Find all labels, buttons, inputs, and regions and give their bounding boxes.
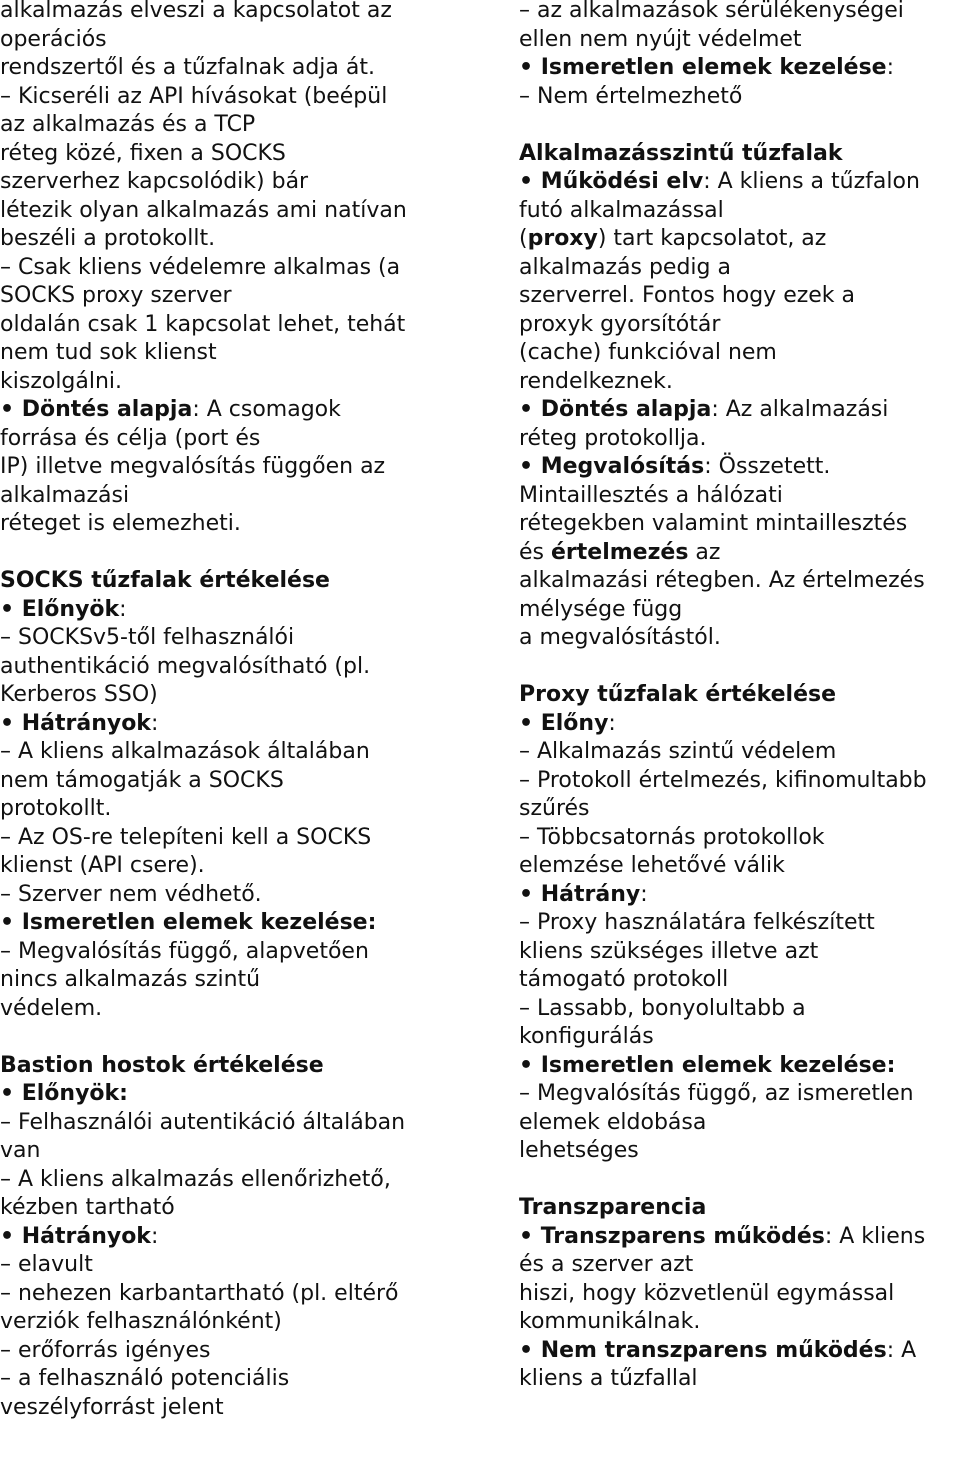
text-line: authentikáció megvalósítható (pl.: [0, 653, 371, 679]
text-line: van: [0, 1138, 41, 1163]
text-fragment: ) tart kapcsolatot, az: [597, 226, 827, 251]
bullet-line: [519, 168, 960, 197]
text-fragment: és: [519, 539, 551, 565]
bullet-line: [0, 909, 470, 938]
text-line: – Felhasználói autentikáció általában: [0, 1109, 406, 1135]
text-line: – A kliens alkalmazás ellenőrizhető,: [0, 1166, 391, 1192]
text-line: – A kliens alkalmazások általában: [0, 739, 370, 764]
text-line: ellen nem nyújt védelmet: [519, 26, 802, 52]
bullet-term: • Döntés alapja: [519, 397, 712, 422]
text-line: rendelkeznek.: [519, 368, 673, 394]
text-line: hiszi, hogy közvetlenül egymással: [519, 1280, 895, 1306]
bullet-text: :: [119, 596, 127, 622]
text-line: IP) illetve megvalósítás függően az: [0, 454, 386, 479]
text-line: – Megvalósítás függő, az ismeretlen: [519, 1081, 914, 1106]
bullet-text: : A: [886, 1337, 917, 1363]
text-line: – erőforrás igényes: [0, 1337, 211, 1363]
bullet-term: • Hátrányok: [0, 710, 151, 736]
bullet-line: [0, 396, 470, 425]
right-column: [519, 0, 960, 1394]
text-line: alkalmazás elveszi a kapcsolatot az: [0, 0, 392, 23]
text-line: rendszertől és a tűzfalnak adja át.: [0, 55, 375, 80]
text-line: elemek eldobása: [519, 1109, 707, 1135]
bullet-term: • Ismeretlen elemek kezelése:: [0, 910, 377, 935]
bullet-term: • Hátrányok: [0, 1223, 151, 1249]
paragraph-gap: [0, 1023, 470, 1052]
text-line: az alkalmazás és a TCP: [0, 112, 256, 137]
text-line: réteg protokollja.: [519, 425, 707, 451]
text-line: alkalmazási: [0, 482, 130, 508]
section-heading: Alkalmazásszintű tűzfalak: [519, 140, 843, 166]
text-line: – Szerver nem védhető.: [0, 881, 262, 907]
bullet-text: :: [640, 881, 648, 907]
bullet-term: • Ismeretlen elemek kezelése: [519, 55, 887, 80]
bullet-term: • Nem transzparens működés: [519, 1337, 887, 1363]
bullet-text: :: [886, 55, 895, 80]
text-line: alkalmazási rétegben. Az értelmezés: [519, 568, 925, 593]
bullet-term: • Működési elv: [519, 169, 704, 194]
bullet-line: [519, 881, 960, 910]
bullet-text: : Összetett.: [704, 454, 831, 479]
text-line: (cache) funkcióval nem: [519, 340, 777, 365]
text-line: – Protokoll értelmezés, kifinomultabb: [519, 767, 927, 793]
text-line: – a felhasználó potenciális: [0, 1366, 290, 1391]
text-line: kliens szükséges illetve azt: [519, 938, 819, 964]
bullet-line: [519, 1223, 960, 1252]
paragraph-gap: [0, 539, 470, 568]
bullet-text: : A csomagok: [192, 397, 341, 422]
text-line: szerverhez kapcsolódik) bár: [0, 169, 309, 194]
text-line: lehetséges: [519, 1138, 639, 1163]
bullet-text: :: [150, 1223, 159, 1249]
text-line: és a szerver azt: [519, 1252, 694, 1277]
bullet-term: • Előnyök:: [0, 1081, 128, 1106]
text-fragment: az: [688, 539, 721, 565]
text-line: verziók felhasználónként): [0, 1309, 282, 1334]
text-line: – Alkalmazás szintű védelem: [519, 739, 837, 764]
text-line: – Proxy használatára felkészített: [519, 910, 875, 935]
bullet-line: [519, 1052, 960, 1081]
bullet-line: [519, 54, 960, 83]
bullet-text: :: [608, 710, 616, 736]
text-line: a megvalósítástól.: [519, 625, 721, 650]
bullet-term: • Megvalósítás: [519, 454, 705, 479]
text-line: nem tud sok klienst: [0, 340, 217, 365]
bullet-line: [519, 396, 960, 425]
bullet-text: : A kliens a tűzfalon: [703, 169, 920, 194]
text-line: védelem.: [0, 995, 103, 1021]
text-line: – Többcsatornás protokollok: [519, 824, 825, 850]
bullet-line: [519, 710, 960, 739]
text-line: konfigurálás: [519, 1024, 654, 1049]
section-heading: Transzparencia: [519, 1195, 707, 1220]
section-heading: SOCKS tűzfalak értékelése: [0, 568, 330, 593]
section-heading: Bastion hostok értékelése: [0, 1052, 324, 1078]
bullet-term: • Transzparens működés: [519, 1223, 825, 1249]
bullet-line: [519, 1337, 960, 1366]
bullet-line: [0, 1223, 470, 1252]
left-column: [0, 0, 470, 1422]
text-line: réteg közé, fixen a SOCKS: [0, 140, 286, 166]
text-line: – nehezen karbantartható (pl. eltérő: [0, 1280, 399, 1306]
text-line: protokollt.: [0, 796, 112, 821]
bullet-term: • Előny: [519, 710, 609, 736]
text-line: Kerberos SSO): [0, 682, 158, 707]
bullet-term: • Előnyök: [0, 596, 120, 622]
text-line: – elavult: [0, 1252, 93, 1277]
text-fragment: (: [519, 226, 528, 251]
text-line: kliens a tűzfallal: [519, 1366, 698, 1391]
bullet-text: : A kliens: [824, 1223, 926, 1249]
bullet-term: • Ismeretlen elemek kezelése:: [519, 1052, 896, 1078]
bullet-line: [0, 1080, 470, 1109]
text-line: proxyk gyorsítótár: [519, 311, 721, 337]
text-line: szerverrel. Fontos hogy ezek a: [519, 283, 856, 308]
text-line: Mintaillesztés a hálózati: [519, 482, 783, 508]
text-line: [519, 539, 960, 568]
bullet-line: [0, 596, 470, 625]
text-line: elemzése lehetővé válik: [519, 853, 785, 878]
bullet-term: • Hátrány: [519, 881, 641, 907]
text-line: – SOCKSv5-től felhasználói: [0, 625, 295, 650]
text-line: oldalán csak 1 kapcsolat lehet, tehát: [0, 311, 406, 337]
text-line: – Csak kliens védelemre alkalmas (a: [0, 254, 401, 280]
text-line: forrása és célja (port és: [0, 425, 261, 451]
text-line: veszélyforrást jelent: [0, 1394, 224, 1420]
paragraph-gap: [519, 1166, 960, 1195]
text-line: klienst (API csere).: [0, 853, 205, 878]
paragraph-gap: [519, 653, 960, 682]
text-line: nem támogatják a SOCKS: [0, 767, 284, 793]
bullet-line: [0, 710, 470, 739]
text-line: kézben tartható: [0, 1195, 175, 1220]
text-line: SOCKS proxy szerver: [0, 283, 232, 308]
bullet-line: [519, 453, 960, 482]
bold-term: proxy: [527, 226, 598, 251]
bold-term: értelmezés: [551, 539, 689, 565]
text-line: beszéli a protokollt.: [0, 226, 216, 251]
text-line: támogató protokoll: [519, 967, 729, 992]
text-line: – az alkalmazások sérülékenységei: [519, 0, 904, 23]
text-line: kiszolgálni.: [0, 368, 123, 394]
text-line: réteget is elemezheti.: [0, 511, 241, 536]
text-line: rétegekben valamint mintaillesztés: [519, 511, 908, 536]
bullet-term: • Döntés alapja: [0, 397, 193, 422]
bullet-text: :: [150, 710, 159, 736]
text-line: – Kicseréli az API hívásokat (beépül: [0, 83, 388, 109]
text-line: létezik olyan alkalmazás ami natívan: [0, 197, 407, 223]
text-line: – Megvalósítás függő, alapvetően: [0, 938, 369, 964]
text-line: kommunikálnak.: [519, 1309, 701, 1334]
text-line: – Nem értelmezhető: [519, 83, 743, 109]
text-line: – Az OS-re telepíteni kell a SOCKS: [0, 824, 372, 850]
text-line: nincs alkalmazás szintű: [0, 967, 261, 992]
paragraph-gap: [519, 111, 960, 140]
bullet-text: : Az alkalmazási: [711, 397, 889, 422]
text-line: alkalmazás pedig a: [519, 254, 731, 280]
section-heading: Proxy tűzfalak értékelése: [519, 682, 837, 707]
text-line: [519, 225, 960, 254]
text-line: szűrés: [519, 796, 590, 821]
text-line: futó alkalmazással: [519, 197, 724, 223]
text-line: mélysége függ: [519, 596, 683, 622]
text-line: – Lassabb, bonyolultabb a: [519, 995, 806, 1021]
text-line: operációs: [0, 26, 107, 52]
